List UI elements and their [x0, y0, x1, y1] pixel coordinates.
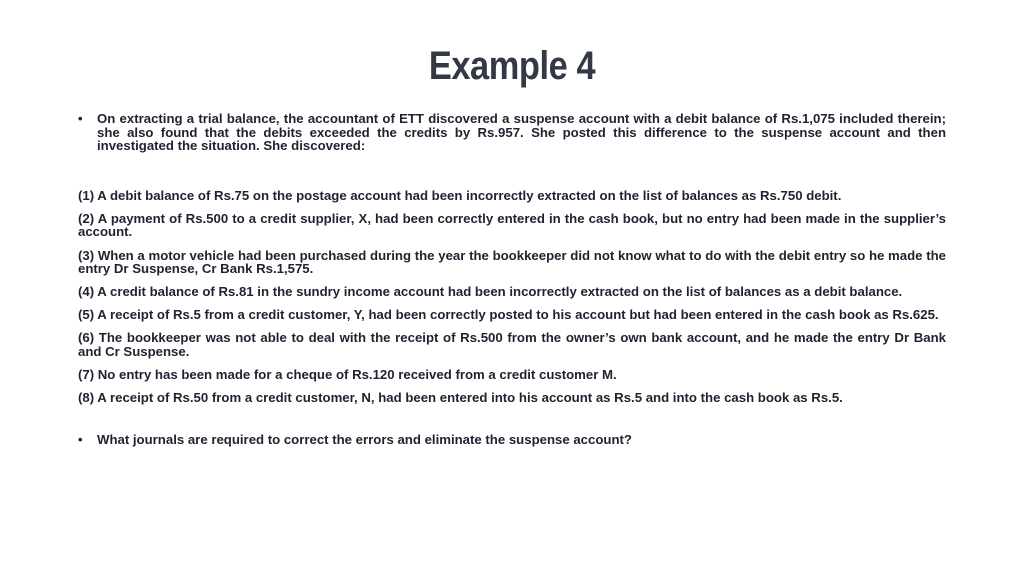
list-item-4: (4) A credit balance of Rs.81 in the sundry income account had been incorrectly extracted on the list of balances as a debit balance.: [78, 284, 903, 300]
list-item-2: (2) A payment of Rs.500 to a credit supplier, X, had been correctly entered in the cash book, but no entry had been made in the supplier’s account.: [78, 210, 946, 240]
list-item-1: (1) A debit balance of Rs.75 on the postage account had been incorrectly extracted on the list of balances as Rs.750 debit.: [78, 187, 842, 203]
question-bullet: [78, 433, 946, 447]
question-text: What journals are required to correct the errors and eliminate the suspense account?: [97, 431, 632, 447]
slide-content: [78, 112, 946, 446]
bullet-icon: •: [78, 111, 83, 126]
list-item-5: (5) A receipt of Rs.5 from a credit customer, Y, had been correctly posted to his account but had been entered in the cash book as Rs.625.: [78, 307, 939, 323]
bullet-icon: •: [78, 431, 83, 447]
list-item-7: (7) No entry has been made for a cheque of Rs.120 received from a credit customer M.: [78, 367, 617, 383]
list-item-8: (8) A receipt of Rs.50 from a credit customer, N, had been entered into his account as Rs.5 and into the cash book as Rs.5.: [78, 390, 843, 406]
error-list: [78, 189, 946, 405]
intro-text: On extracting a trial balance, the accountant of ETT discovered a suspense account with a debit balance of Rs.1,075 included therein; she also found that the debits exceeded the credits by Rs.957. She posted this difference to the suspense account and then investigated the situation. She discovered:: [97, 111, 946, 154]
list-item-3: (3) When a motor vehicle had been purchased during the year the bookkeeper did not know what to do with the debit entry so he made the entry Dr Suspense, Cr Bank Rs.1,575.: [78, 247, 946, 277]
intro-bullet: [78, 112, 946, 153]
list-item-6: (6) The bookkeeper was not able to deal with the receipt of Rs.500 from the owner’s own bank account, and he made the entry Dr Bank and Cr Suspense.: [78, 330, 946, 360]
slide-title: Example 4: [428, 44, 596, 88]
